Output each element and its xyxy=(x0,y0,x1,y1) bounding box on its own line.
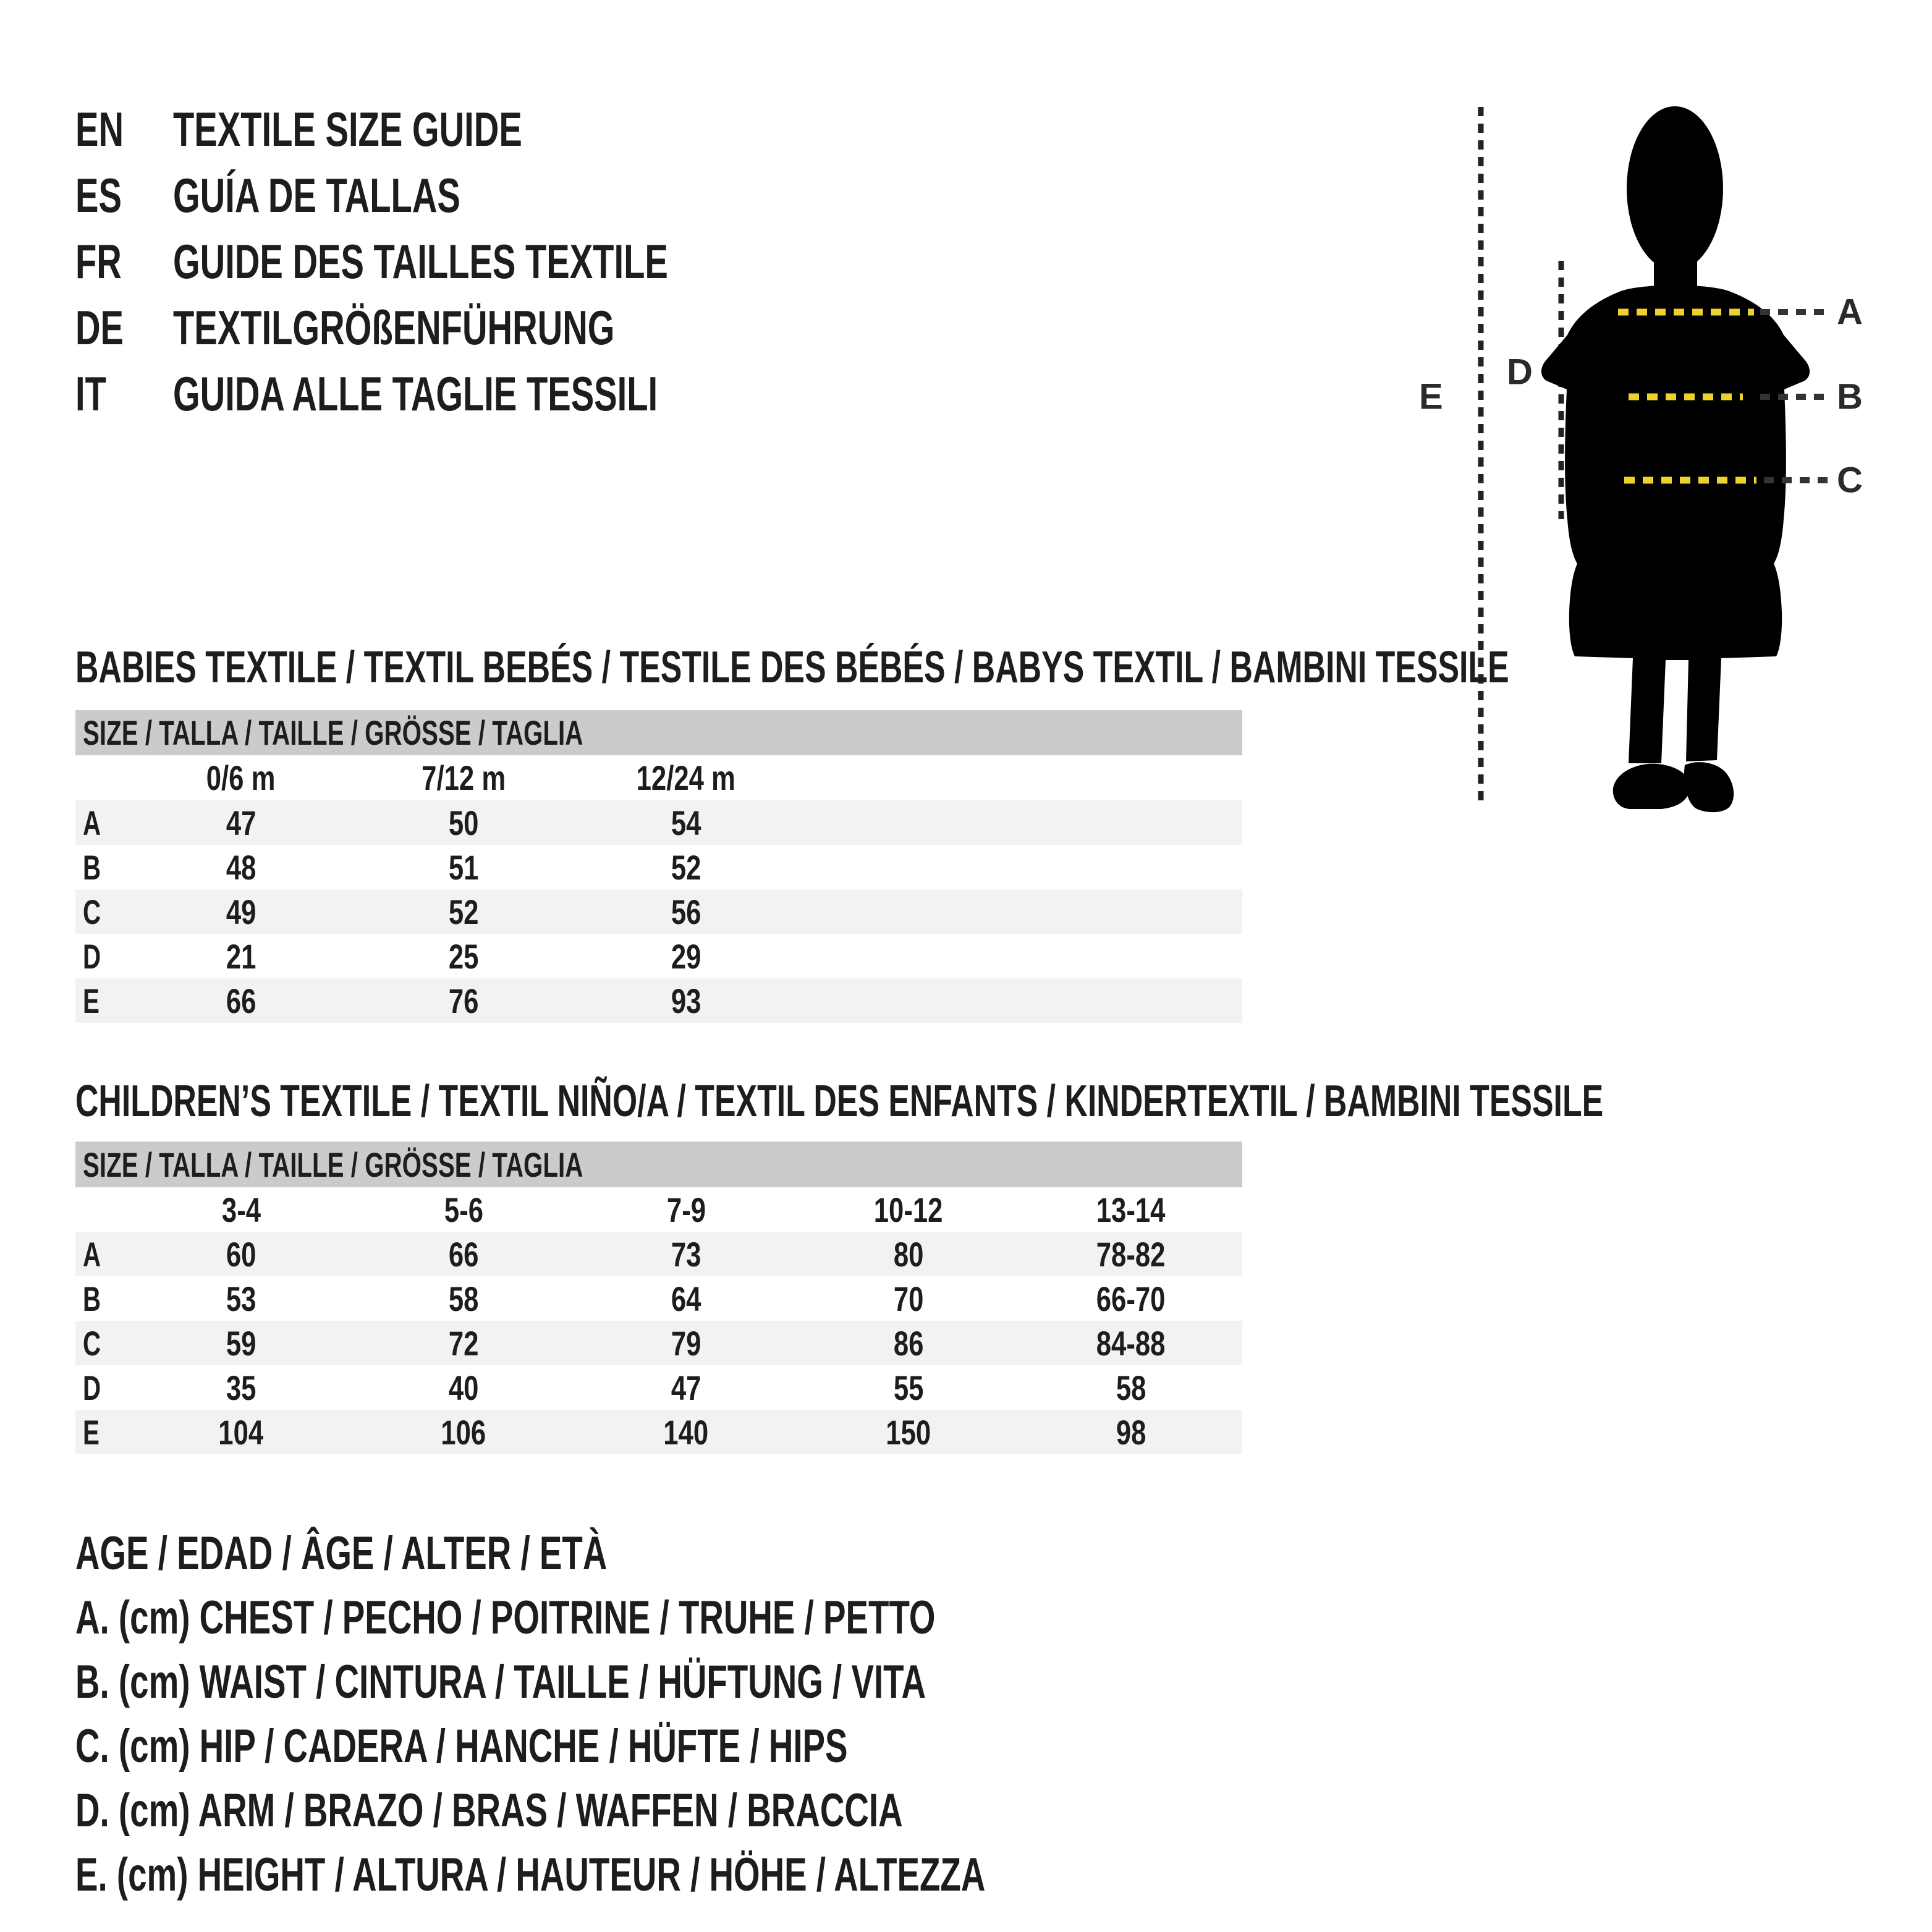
cell-value: 48 xyxy=(226,847,256,887)
cell-value: 47 xyxy=(671,1368,701,1407)
table-row xyxy=(75,934,1242,978)
cell-value: 106 xyxy=(441,1412,486,1452)
cell-value: 35 xyxy=(226,1368,256,1407)
row-label: A xyxy=(83,803,101,842)
legend-line-hip: C. (cm) HIP / CADERA / HANCHE / HÜFTE / HIPS xyxy=(75,1720,848,1773)
cell-value: 60 xyxy=(226,1234,256,1274)
legend-line-age: AGE / EDAD / ÂGE / ALTER / ETÀ xyxy=(75,1527,608,1580)
children-col-13-14: 13-14 xyxy=(1096,1190,1166,1229)
cell-value: 56 xyxy=(671,892,701,931)
row-label: E xyxy=(83,981,100,1020)
language-row-es xyxy=(75,163,860,229)
children-col-5-6: 5-6 xyxy=(444,1190,483,1229)
babies-column-header-row xyxy=(75,755,1242,800)
cell-value: 53 xyxy=(226,1279,256,1318)
row-label: E xyxy=(83,1412,100,1452)
silhouette-left-shoe xyxy=(1613,764,1690,809)
language-code-en: EN xyxy=(75,102,124,156)
figure-label-arm-d: D xyxy=(1507,352,1533,392)
babies-col-12-24m: 12/24 m xyxy=(636,758,736,797)
children-section-title: CHILDREN’S TEXTILE / TEXTIL NIÑO/A / TEXTIL DES ENFANTS / KINDERTEXTIL / BAMBINI TESSILE xyxy=(75,1077,1604,1126)
children-col-7-9: 7-9 xyxy=(666,1190,706,1229)
language-row-en xyxy=(75,96,860,163)
table-row xyxy=(75,1232,1242,1276)
cell-value: 104 xyxy=(218,1412,264,1452)
cell-value: 73 xyxy=(671,1234,701,1274)
page-title-it: GUIDA ALLE TAGLIE TESSILI xyxy=(173,366,658,421)
row-label: D xyxy=(83,936,101,976)
cell-value: 79 xyxy=(671,1323,701,1363)
children-column-header-row xyxy=(75,1187,1242,1232)
language-row-it xyxy=(75,361,860,427)
table-row xyxy=(75,1410,1242,1454)
silhouette-right-shoe xyxy=(1684,762,1734,812)
cell-value: 66 xyxy=(226,981,256,1020)
children-size-header-bar: SIZE / TALLA / TAILLE / GRÖSSE / TAGLIA xyxy=(75,1142,1242,1187)
table-row xyxy=(75,1321,1242,1365)
figure-label-chest-a: A xyxy=(1837,292,1863,333)
row-label: C xyxy=(83,892,101,931)
cell-value: 47 xyxy=(226,803,256,842)
row-label: C xyxy=(83,1323,101,1363)
cell-value: 21 xyxy=(226,936,256,976)
row-label: B xyxy=(83,847,101,887)
babies-size-table xyxy=(75,710,1242,1023)
children-col-10-12: 10-12 xyxy=(874,1190,943,1229)
language-row-fr xyxy=(75,229,860,295)
cell-value: 50 xyxy=(448,803,479,842)
cell-value: 51 xyxy=(448,847,479,887)
children-col-3-4: 3-4 xyxy=(221,1190,261,1229)
cell-value: 29 xyxy=(671,936,701,976)
cell-value: 78-82 xyxy=(1096,1234,1166,1274)
language-row-de xyxy=(75,295,860,361)
babies-section-title: BABIES TEXTILE / TEXTIL BEBÉS / TESTILE DES BÉBÉS / BABYS TEXTIL / BAMBINI TESSILE xyxy=(75,643,1509,692)
cell-value: 64 xyxy=(671,1279,701,1318)
cell-value: 59 xyxy=(226,1323,256,1363)
cell-value: 66 xyxy=(448,1234,479,1274)
children-size-table xyxy=(75,1142,1242,1454)
cell-value: 66-70 xyxy=(1096,1279,1166,1318)
cell-value: 52 xyxy=(671,847,701,887)
cell-value: 58 xyxy=(448,1279,479,1318)
cell-value: 55 xyxy=(893,1368,924,1407)
language-code-de: DE xyxy=(75,300,124,355)
cell-value: 98 xyxy=(1116,1412,1146,1452)
cell-value: 76 xyxy=(448,981,479,1020)
table-row xyxy=(75,1276,1242,1321)
language-code-it: IT xyxy=(75,366,106,421)
babies-col-0-6m: 0/6 m xyxy=(206,758,276,797)
language-code-es: ES xyxy=(75,168,122,222)
table-row xyxy=(75,889,1242,934)
page-title-fr: GUIDE DES TAILLES TEXTILE xyxy=(173,234,668,289)
legend-line-arm: D. (cm) ARM / BRAZO / BRAS / WAFFEN / BRACCIA xyxy=(75,1784,903,1837)
language-code-fr: FR xyxy=(75,234,122,289)
cell-value: 80 xyxy=(893,1234,924,1274)
page-title-de: TEXTILGRÖßENFÜHRUNG xyxy=(173,300,615,355)
cell-value: 49 xyxy=(226,892,256,931)
cell-value: 40 xyxy=(448,1368,479,1407)
babies-size-header-bar: SIZE / TALLA / TAILLE / GRÖSSE / TAGLIA xyxy=(75,710,1242,755)
page-title-es: GUÍA DE TALLAS xyxy=(173,168,460,222)
cell-value: 54 xyxy=(671,803,701,842)
legend-line-chest: A. (cm) CHEST / PECHO / POITRINE / TRUHE / PETTO xyxy=(75,1591,936,1644)
figure-label-hip-c: C xyxy=(1837,460,1863,501)
cell-value: 86 xyxy=(893,1323,924,1363)
measurement-legend xyxy=(75,1522,1339,1907)
cell-value: 70 xyxy=(893,1279,924,1318)
table-row xyxy=(75,845,1242,889)
cell-value: 72 xyxy=(448,1323,479,1363)
cell-value: 140 xyxy=(663,1412,709,1452)
figure-label-waist-b: B xyxy=(1837,376,1863,417)
table-row xyxy=(75,1365,1242,1410)
cell-value: 25 xyxy=(448,936,479,976)
cell-value: 52 xyxy=(448,892,479,931)
legend-line-height: E. (cm) HEIGHT / ALTURA / HAUTEUR / HÖHE / ALTEZZA xyxy=(75,1849,986,1901)
row-label: D xyxy=(83,1368,101,1407)
figure-label-height-e: E xyxy=(1419,376,1443,417)
table-row xyxy=(75,978,1242,1023)
cell-value: 84-88 xyxy=(1096,1323,1166,1363)
babies-col-7-12m: 7/12 m xyxy=(422,758,506,797)
cell-value: 58 xyxy=(1116,1368,1146,1407)
cell-value: 150 xyxy=(886,1412,931,1452)
table-row xyxy=(75,800,1242,845)
row-label: B xyxy=(83,1279,101,1318)
language-title-list xyxy=(75,96,860,427)
legend-line-waist: B. (cm) WAIST / CINTURA / TAILLE / HÜFTUNG / VITA xyxy=(75,1656,926,1708)
row-label: A xyxy=(83,1234,101,1274)
page-title-en: TEXTILE SIZE GUIDE xyxy=(173,102,522,156)
child-silhouette-figure xyxy=(1409,87,1932,822)
cell-value: 93 xyxy=(671,981,701,1020)
